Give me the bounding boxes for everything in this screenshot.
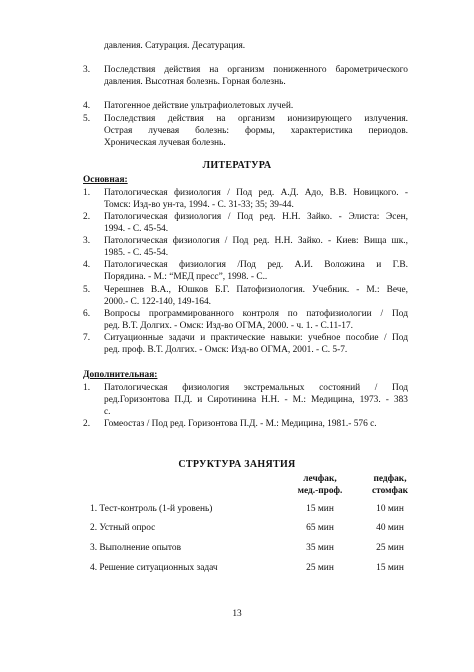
list-line: Патологическая физиология / Под ред. Н.Н. Зайко. - Элиста: Эсен, <box>104 212 408 222</box>
structure-row-label: 4. Решение ситуационных задач <box>90 563 218 573</box>
list-line: ред. проф. В.Т. Долгих. - Омск: Изд-во ОГМА, 2001. - С. 5-7. <box>104 345 348 356</box>
structure-row-pedfak-time: 25 мин <box>376 543 404 553</box>
list-line: Ситуационные задачи и практические навыки: учебное пособие / Под <box>104 333 408 343</box>
structure-row-lechfak-time: 65 мин <box>306 523 334 533</box>
list-line: Патологическая физиология / Под ред. Н.Н. Зайко. - Киев: Вища шк., <box>104 236 408 246</box>
list-number: 6. <box>83 309 91 319</box>
structure-row-lechfak-time: 25 мин <box>306 563 334 573</box>
structure-row-lechfak-time: 35 мин <box>306 543 334 553</box>
topic-item <box>83 40 408 52</box>
structure-row-lechfak-time: 15 мин <box>306 504 334 514</box>
list-line: Гомеостаз / Под ред. Горизонтова П.Д. - М.: Медицина, 1981.- 576 с. <box>104 419 377 429</box>
reference-item <box>83 284 408 308</box>
structure-row-label: 3. Выполнение опытов <box>90 543 181 553</box>
reference-item <box>83 235 408 259</box>
structure-title: СТРУКТУРА ЗАНЯТИЯ <box>178 459 296 470</box>
structure-row-pedfak-time: 10 мин <box>376 504 404 514</box>
basic-literature-label: Основная: <box>83 175 128 185</box>
column-header-lechfak <box>280 473 360 497</box>
list-line: давления. Высотная болезнь. Горная болезнь. <box>104 77 286 88</box>
reference-item <box>83 187 408 211</box>
list-number: 2. <box>83 212 91 222</box>
list-number: 7. <box>83 333 91 343</box>
list-line: 1994. - С. 45-54. <box>104 224 169 235</box>
list-number: 2. <box>83 419 91 429</box>
list-line: Патологическая физиология / Под ред. А.Д. Адо, В.В. Новицкого. - <box>104 188 408 198</box>
list-line: Патогенное действие ультрафиолетовых лучей. <box>104 101 294 111</box>
column-header-line: лечфак, <box>303 474 337 484</box>
reference-item <box>83 308 408 332</box>
list-number: 4. <box>83 260 91 270</box>
column-header-line: мед.-проф. <box>297 486 343 497</box>
list-number: 3. <box>83 236 91 246</box>
structure-row-pedfak-time: 15 мин <box>376 563 404 573</box>
column-header-line: стомфак <box>371 486 409 497</box>
reference-item <box>83 259 408 283</box>
topic-item <box>83 64 408 88</box>
list-number: 5. <box>83 285 91 295</box>
page-number: 13 <box>232 609 242 619</box>
reference-item <box>83 382 408 419</box>
structure-row-pedfak-time: 40 мин <box>376 523 404 533</box>
list-number: 1. <box>83 188 91 198</box>
list-line: 2000.- С. 122-140, 149-164. <box>104 297 212 308</box>
reference-item <box>83 418 408 430</box>
list-line: Хроническая лучевая болезнь. <box>104 138 226 149</box>
structure-row-label: 2. Устный опрос <box>90 523 156 533</box>
list-line: Порядина. - М.: “МЕД пресс”, 1998. - С.. <box>104 272 268 283</box>
list-line: Патологическая физиология экстремальных состояний / Под <box>104 383 408 393</box>
reference-item <box>83 332 408 356</box>
structure-row-label: 1. Тест-контроль (1-й уровень) <box>90 504 213 514</box>
list-number: 5. <box>83 114 91 124</box>
list-line: Томск: Изд-во ун-та, 1994. - С. 31-33; 35; 39-44. <box>104 200 294 211</box>
list-number: 3. <box>83 65 91 75</box>
reference-item <box>83 211 408 235</box>
column-header-line: педфак, <box>373 474 407 484</box>
list-line: Черешнев В.А., Юшков Б.Г. Патофизиология. Учебник. - М.: Вече, <box>104 285 408 295</box>
list-line: Последствия действия на организм пониженного барометрического <box>104 65 408 75</box>
list-line: Патологическая физиология /Под ред. А.И. Воложина и Г.В. <box>104 260 408 270</box>
list-number: 4. <box>83 101 91 111</box>
list-line: Последствия действия на организм ионизирующего излучения. <box>104 114 408 124</box>
list-line: 1985. - С. 45-54. <box>104 248 169 259</box>
literature-title: ЛИТЕРАТУРА <box>202 160 272 171</box>
list-line: с. <box>104 407 111 418</box>
list-number: 1. <box>83 383 91 393</box>
list-line: давления. Сатурация. Десатурация. <box>104 41 246 51</box>
list-line: ред. В.Т. Долгих. - Омск: Изд-во ОГМА, 2000. - ч. 1. - С.11-17. <box>104 321 354 332</box>
list-line: ред.Горизонтова П.Д. и Сиротинина Н.Н. - М.: Медицина, 1973. - 383 <box>104 395 408 406</box>
column-header-pedfak <box>350 473 430 497</box>
list-line: Острая лучевая болезнь: формы, характеристика периодов. <box>104 126 408 137</box>
list-line: Вопросы программированного контроля по патофизиологии / Под <box>104 309 408 319</box>
topic-item <box>83 100 408 112</box>
topic-item <box>83 113 408 150</box>
extra-literature-label: Дополнительная: <box>83 370 158 380</box>
